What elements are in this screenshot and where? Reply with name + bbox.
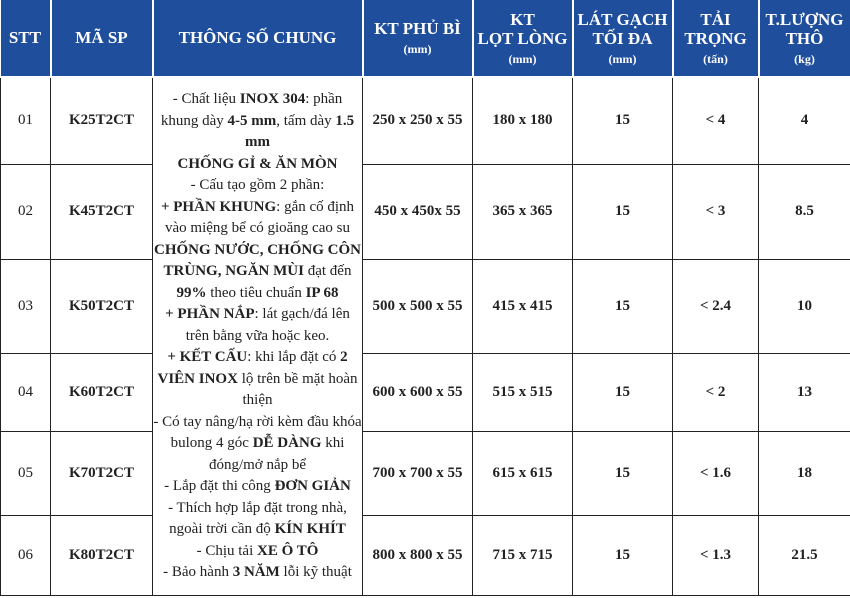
outer-size-cell: 450 x 450x 55 (363, 164, 473, 259)
header-lat-gach: LÁT GẠCH TỐI ĐA (mm) (573, 0, 673, 77)
product-code-cell: K70T2CT (51, 431, 153, 515)
outer-size-cell: 800 x 800 x 55 (363, 515, 473, 595)
stt-cell: 01 (1, 77, 51, 164)
weight-cell: 21.5 (759, 515, 850, 595)
inner-size-cell: 615 x 615 (473, 431, 573, 515)
tile-depth-cell: 15 (573, 353, 673, 431)
weight-cell: 8.5 (759, 164, 850, 259)
load-cell: < 3 (673, 164, 759, 259)
header-trong-luong: T.LƯỢNG THÔ (kg) (759, 0, 850, 77)
load-cell: < 4 (673, 77, 759, 164)
header-thong-so: THÔNG SỐ CHUNG (153, 0, 363, 77)
tile-depth-cell: 15 (573, 431, 673, 515)
product-code-cell: K25T2CT (51, 77, 153, 164)
tile-depth-cell: 15 (573, 259, 673, 353)
general-specs-cell: - Chất liệu INOX 304: phần khung dày 4-5 mm, tấm dày 1.5 mm CHỐNG GỈ & ĂN MÒN - Cấu tạo gồm 2 phần: + PHẦN KHUNG: gắn cố định vào miệng bể có gioăng cao su CHỐNG NƯỚC, CHỐNG CÔN TRÙNG, NGĂN MÙI đạt đến 99% theo tiêu chuẩn IP 68 + PHẦN NẮP: lát gạch/đá lên trên bằng vữa hoặc keo. + KẾT CẤU: khi lắp đặt có 2 VIÊN INOX lộ trên bề mặt hoàn thiện - Có tay nâng/hạ rời kèm đầu khóa bulong 4 góc DỄ DÀNG khi đóng/mở nắp bể - Lắp đặt thi công ĐƠN GIẢN - Thích hợp lắp đặt trong nhà, ngoài trời cần độ KÍN KHÍT - Chịu tải XE Ô TÔ - Bảo hành 3 NĂM lỗi kỹ thuật (153, 77, 363, 595)
stt-cell: 03 (1, 259, 51, 353)
inner-size-cell: 515 x 515 (473, 353, 573, 431)
header-kt-phu-bi: KT PHỦ BÌ (mm) (363, 0, 473, 77)
product-code-cell: K80T2CT (51, 515, 153, 595)
outer-size-cell: 500 x 500 x 55 (363, 259, 473, 353)
table-row (1, 353, 850, 431)
inner-size-cell: 180 x 180 (473, 77, 573, 164)
stt-cell: 04 (1, 353, 51, 431)
outer-size-cell: 250 x 250 x 55 (363, 77, 473, 164)
header-tai-trong: TẢI TRỌNG (tấn) (673, 0, 759, 77)
table-row (1, 77, 850, 164)
weight-cell: 18 (759, 431, 850, 515)
product-code-cell: K60T2CT (51, 353, 153, 431)
load-cell: < 1.6 (673, 431, 759, 515)
weight-cell: 10 (759, 259, 850, 353)
tile-depth-cell: 15 (573, 77, 673, 164)
load-cell: < 2 (673, 353, 759, 431)
inner-size-cell: 365 x 365 (473, 164, 573, 259)
stt-cell: 06 (1, 515, 51, 595)
product-code-cell: K50T2CT (51, 259, 153, 353)
table-row (1, 431, 850, 515)
header-stt: STT (1, 0, 51, 77)
tile-depth-cell: 15 (573, 515, 673, 595)
table-row (1, 259, 850, 353)
header-ma-sp: MÃ SP (51, 0, 153, 77)
product-code-cell: K45T2CT (51, 164, 153, 259)
stt-cell: 02 (1, 164, 51, 259)
inner-size-cell: 715 x 715 (473, 515, 573, 595)
load-cell: < 2.4 (673, 259, 759, 353)
tile-depth-cell: 15 (573, 164, 673, 259)
stt-cell: 05 (1, 431, 51, 515)
load-cell: < 1.3 (673, 515, 759, 595)
table-row (1, 515, 850, 595)
header-row (1, 0, 850, 77)
outer-size-cell: 700 x 700 x 55 (363, 431, 473, 515)
header-kt-lot-long: KT LỌT LÒNG (mm) (473, 0, 573, 77)
weight-cell: 4 (759, 77, 850, 164)
outer-size-cell: 600 x 600 x 55 (363, 353, 473, 431)
weight-cell: 13 (759, 353, 850, 431)
table-row (1, 164, 850, 259)
inner-size-cell: 415 x 415 (473, 259, 573, 353)
